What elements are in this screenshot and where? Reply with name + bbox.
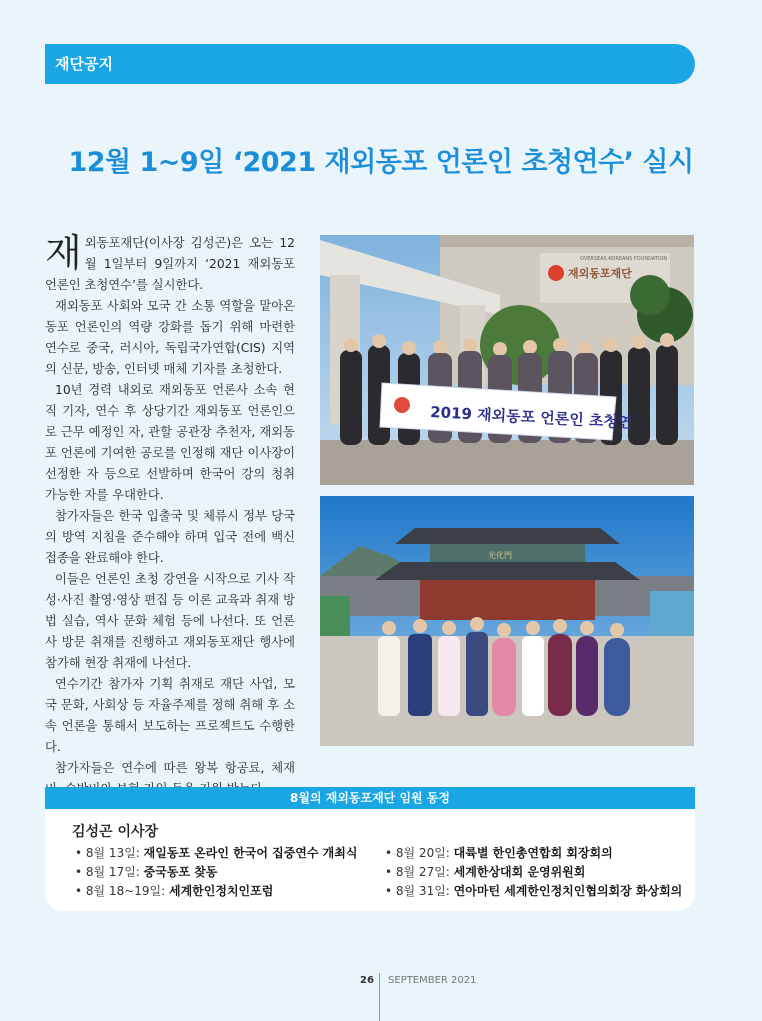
list-item: • 8월 31일: 연아마틴 세계한인정치인협의회장 화상회의 [385, 884, 683, 898]
article-paragraph: 10년 경력 내외로 재외동포 언론사 소속 현직 기자, 연수 후 상당기간 재외동포 언론인으로 근무 예정인 자, 관할 공관장 추천자, 재외동포 언론에 기여한 공로를 인정해 재단 이사장이 선정한 자 등으로 선발하며 한국어 강의 청취 가능한 자를 우대한다. [45, 383, 295, 502]
article-headline: 12월 1~9일 ‘2021 재외동포 언론인 초청연수’ 실시 [68, 147, 694, 178]
article-paragraph: 참가자들은 연수에 따른 왕복 항공료, 체재 [55, 761, 295, 775]
footer-divider [379, 973, 380, 1021]
list-item: • 8월 20일: 대륙별 한인총연합회 회장회의 [385, 846, 613, 860]
section-bar [45, 44, 695, 84]
page-number: 26 [360, 975, 374, 986]
section-label: 재단공지 [55, 55, 113, 73]
article-paragraph: 이들은 언론인 초청 강연을 시작으로 기사 작성·사진 촬영·영상 편집 등 이론 교육과 취재 방법 실습, 역사 문화 체험 등에 나선다. 또 언론사 방문 취재를 진행하고 재외동포재단 행사에 참가해 현장 취재에 나선다. [45, 572, 295, 670]
article-paragraph: 재외동포 사회와 모국 간 소통 역할을 맡아온 동포 언론인의 역량 강화를 돕기 위해 마련한 연수로 중국, 러시아, 독립국가연합(CIS) 지역의 신문, 방송, 인터넷 매체 기자를 초청한다. [45, 299, 295, 376]
list-item: • 8월 27일: 세계한상대회 운영위원회 [385, 865, 586, 879]
article-paragraph: 참가자들은 한국 입출국 및 체류시 정부 당국의 방역 지침을 준수해야 하며 입국 전에 백신 접종을 완료해야 한다. [45, 509, 295, 565]
group-photo-palace-image [320, 496, 694, 746]
gate-sign: 光化門 [488, 551, 512, 560]
executive-name: 김성곤 이사장 [72, 824, 159, 840]
building-sign: 재외동포재단 [568, 267, 632, 280]
drop-cap: 재 [45, 231, 82, 275]
list-item: • 8월 13일: 재일동포 온라인 한국어 집중연수 개최식 [75, 846, 358, 860]
list-item: • 8월 18~19일: 세계한인정치인포럼 [75, 884, 274, 898]
article-paragraph: 연수기간 참가자 기획 취재로 재단 사업, 모국 문화, 사회상 등 자율주제를 정해 취해 후 소속 언론을 통해서 보도하는 프로젝트도 수행한다. [45, 677, 295, 754]
building-sign-en: OVERSEAS KOREANS FOUNDATION [580, 256, 668, 262]
article-body [45, 233, 295, 800]
article-lead [45, 233, 295, 296]
list-item: • 8월 17일: 중국동포 찾동 [75, 865, 218, 879]
group-photo-foundation-image [320, 235, 694, 485]
group-photo-palace [320, 496, 694, 746]
activity-list-right [385, 844, 682, 901]
activity-list-left [75, 844, 357, 901]
group-photo-foundation [320, 235, 694, 485]
sidebox-header: 8월의 재외동포재단 임원 동정 [45, 787, 695, 809]
executive-activity-box [45, 787, 695, 911]
banner-text: 2019 재외동포 언론인 초청연 [429, 403, 633, 432]
lead-text: 외동포재단(이사장 김성곤)은 오는 12월 1일부터 9일까지 ‘2021 재외동포 언론인 초청연수’를 실시한다. [45, 236, 295, 292]
issue-month: SEPTEMBER 2021 [388, 975, 477, 986]
